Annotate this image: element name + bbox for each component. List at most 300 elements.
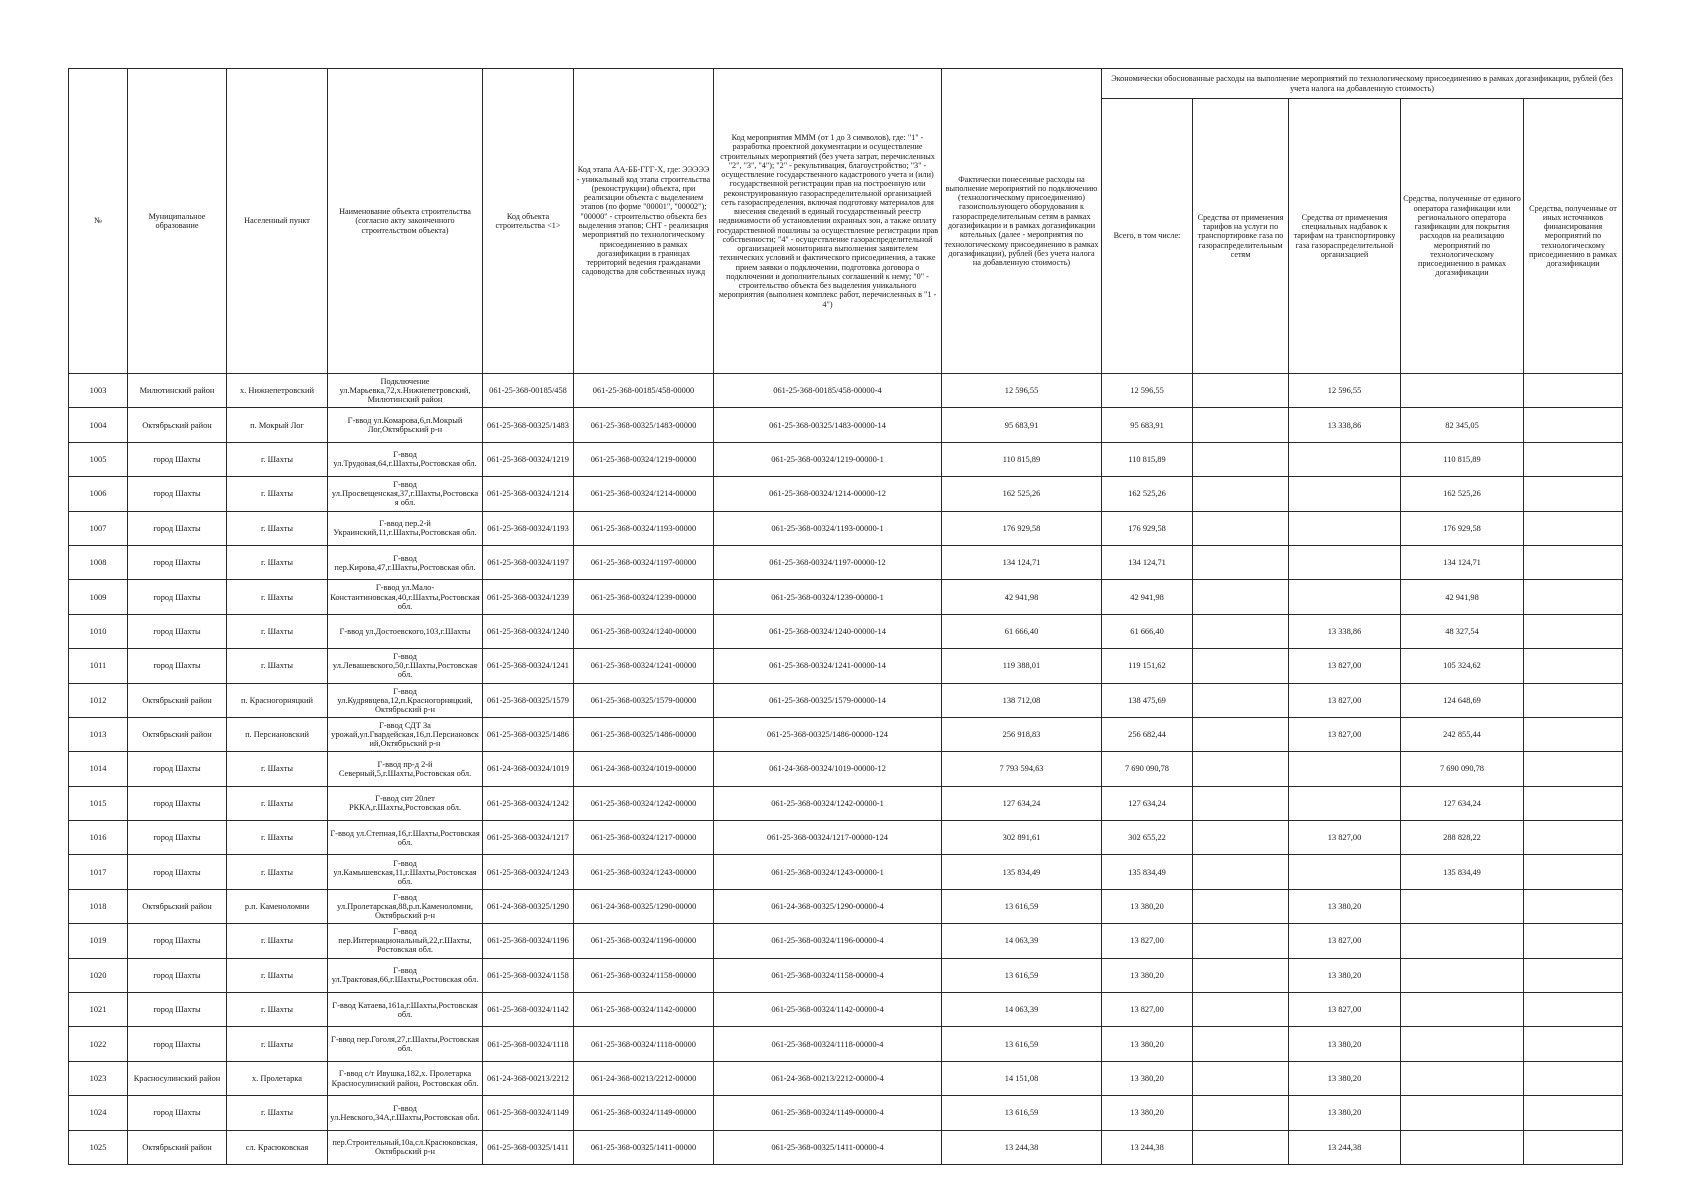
row-other-funds: [1524, 477, 1623, 511]
row-tariff-funds: [1193, 1096, 1289, 1130]
row-other-funds: [1524, 821, 1623, 855]
row-actual-costs: 61 666,40: [942, 614, 1102, 648]
row-total: 61 666,40: [1102, 614, 1193, 648]
row-settlement: г. Шахты: [227, 855, 328, 889]
row-actual-costs: 7 793 594,63: [942, 752, 1102, 786]
row-settlement: г. Шахты: [227, 993, 328, 1027]
row-stage-code: 061-25-368-00325/1411-00000: [574, 1130, 714, 1164]
row-settlement: г. Шахты: [227, 924, 328, 958]
table-row: [69, 993, 1623, 1027]
table-row: [69, 1061, 1623, 1095]
row-number: 1013: [69, 717, 128, 751]
row-total: 162 525,26: [1102, 477, 1193, 511]
header-stage-code: Код этапа АА-ББ-ГГГ-Х, где: ЭЭЭЭЭ - уникальный код этапа строительства (реконструкции) объекта, при реализации объекта с выделением этапов (по форме "00001", "00002"); "00000" - строительство объекта без выделения этапов; СНТ - реализация мероприятий по технологическому присоединению в рамках догазификации в границах территорий ведения гражданами садоводства для собственных нужд: [574, 69, 714, 374]
row-tariff-funds: [1193, 1027, 1289, 1061]
row-markup-funds: [1289, 752, 1401, 786]
row-operator-funds: [1401, 924, 1524, 958]
row-object-name: Г-ввод ул.Комарова,6,п.Мокрый Лог,Октябрьский р-н: [328, 408, 483, 442]
row-actual-costs: 13 616,59: [942, 958, 1102, 992]
row-number: 1024: [69, 1096, 128, 1130]
row-markup-funds: 13 380,20: [1289, 889, 1401, 923]
row-operator-funds: 134 124,71: [1401, 545, 1524, 579]
header-municipality: Муниципальное образование: [128, 69, 227, 374]
row-municipality: Октябрьский район: [128, 408, 227, 442]
row-total: 176 929,58: [1102, 511, 1193, 545]
row-event-code: 061-25-368-00324/1242-00000-1: [714, 786, 942, 820]
row-stage-code: 061-24-368-00324/1019-00000: [574, 752, 714, 786]
row-number: 1012: [69, 683, 128, 717]
table-row: [69, 855, 1623, 889]
table-row: [69, 889, 1623, 923]
row-object-name: Подключение ул.Марьевка,72,х.Нижнепетровский, Милютинский район: [328, 374, 483, 408]
row-stage-code: 061-25-368-00324/1242-00000: [574, 786, 714, 820]
row-operator-funds: 105 324,62: [1401, 649, 1524, 683]
row-tariff-funds: [1193, 752, 1289, 786]
row-total: 256 682,44: [1102, 717, 1193, 751]
row-object-name: Г-ввод ул.Пролетарская,88,р.п.Каменоломни, Октябрьский р-н: [328, 889, 483, 923]
row-settlement: п. Персиановский: [227, 717, 328, 751]
row-municipality: Милютинский район: [128, 374, 227, 408]
row-markup-funds: [1289, 855, 1401, 889]
row-object-name: Г-ввод снт 20лет РККА,г.Шахты,Ростовская обл.: [328, 786, 483, 820]
row-actual-costs: 302 891,61: [942, 821, 1102, 855]
row-municipality: город Шахты: [128, 786, 227, 820]
row-total: 13 827,00: [1102, 924, 1193, 958]
row-markup-funds: [1289, 442, 1401, 476]
row-object-name: Г-ввод ул.Достоевского,103,г.Шахты: [328, 614, 483, 648]
row-other-funds: [1524, 1027, 1623, 1061]
row-operator-funds: [1401, 1130, 1524, 1164]
row-municipality: город Шахты: [128, 614, 227, 648]
row-other-funds: [1524, 442, 1623, 476]
row-operator-funds: 135 834,49: [1401, 855, 1524, 889]
table-row: [69, 545, 1623, 579]
row-actual-costs: 12 596,55: [942, 374, 1102, 408]
row-object-code: 061-25-368-00324/1149: [483, 1096, 574, 1130]
row-number: 1004: [69, 408, 128, 442]
row-operator-funds: 7 690 090,78: [1401, 752, 1524, 786]
row-operator-funds: 48 327,54: [1401, 614, 1524, 648]
table-row: [69, 924, 1623, 958]
row-actual-costs: 95 683,91: [942, 408, 1102, 442]
row-settlement: г. Шахты: [227, 511, 328, 545]
row-actual-costs: 119 388,01: [942, 649, 1102, 683]
row-other-funds: [1524, 614, 1623, 648]
table-header: [69, 69, 1623, 374]
row-other-funds: [1524, 1130, 1623, 1164]
row-number: 1022: [69, 1027, 128, 1061]
row-markup-funds: 13 827,00: [1289, 683, 1401, 717]
row-municipality: город Шахты: [128, 511, 227, 545]
row-object-name: Г-ввод ул.Трактовая,66,г.Шахты,Ростовская обл.: [328, 958, 483, 992]
row-other-funds: [1524, 993, 1623, 1027]
row-other-funds: [1524, 1096, 1623, 1130]
row-object-code: 061-25-368-00324/1242: [483, 786, 574, 820]
row-municipality: город Шахты: [128, 855, 227, 889]
row-other-funds: [1524, 649, 1623, 683]
row-stage-code: 061-25-368-00324/1197-00000: [574, 545, 714, 579]
row-stage-code: 061-25-368-00324/1158-00000: [574, 958, 714, 992]
table-row: [69, 1096, 1623, 1130]
row-stage-code: 061-25-368-00324/1193-00000: [574, 511, 714, 545]
row-total: 135 834,49: [1102, 855, 1193, 889]
row-total: 95 683,91: [1102, 408, 1193, 442]
row-number: 1018: [69, 889, 128, 923]
row-tariff-funds: [1193, 511, 1289, 545]
row-number: 1014: [69, 752, 128, 786]
row-settlement: х. Пролетарка: [227, 1061, 328, 1095]
row-operator-funds: [1401, 1027, 1524, 1061]
row-stage-code: 061-25-368-00325/1483-00000: [574, 408, 714, 442]
row-operator-funds: 110 815,89: [1401, 442, 1524, 476]
row-settlement: г. Шахты: [227, 580, 328, 614]
row-object-code: 061-25-368-00324/1219: [483, 442, 574, 476]
row-event-code: 061-25-368-00325/1579-00000-14: [714, 683, 942, 717]
row-event-code: 061-25-368-00324/1214-00000-12: [714, 477, 942, 511]
row-operator-funds: 162 525,26: [1401, 477, 1524, 511]
row-other-funds: [1524, 545, 1623, 579]
table-row: [69, 717, 1623, 751]
row-settlement: г. Шахты: [227, 786, 328, 820]
row-event-code: 061-25-368-00324/1196-00000-4: [714, 924, 942, 958]
row-settlement: п. Красногорняцкий: [227, 683, 328, 717]
table-row: [69, 958, 1623, 992]
row-number: 1011: [69, 649, 128, 683]
row-stage-code: 061-25-368-00324/1214-00000: [574, 477, 714, 511]
row-object-code: 061-25-368-00324/1240: [483, 614, 574, 648]
document-sheet: [68, 68, 1623, 1165]
row-settlement: г. Шахты: [227, 752, 328, 786]
row-tariff-funds: [1193, 855, 1289, 889]
row-object-name: Г-ввод ул.Степная,16,г.Шахты,Ростовская обл.: [328, 821, 483, 855]
row-number: 1005: [69, 442, 128, 476]
row-event-code: 061-25-368-00324/1142-00000-4: [714, 993, 942, 1027]
row-operator-funds: 127 634,24: [1401, 786, 1524, 820]
row-event-code: 061-25-368-00324/1118-00000-4: [714, 1027, 942, 1061]
table-row: [69, 752, 1623, 786]
row-actual-costs: 14 063,39: [942, 924, 1102, 958]
row-total: 13 827,00: [1102, 993, 1193, 1027]
table-row: [69, 821, 1623, 855]
row-object-code: 061-25-368-00324/1239: [483, 580, 574, 614]
row-other-funds: [1524, 786, 1623, 820]
row-operator-funds: [1401, 958, 1524, 992]
row-operator-funds: [1401, 1061, 1524, 1095]
row-number: 1021: [69, 993, 128, 1027]
row-markup-funds: 13 380,20: [1289, 958, 1401, 992]
row-total: 13 244,38: [1102, 1130, 1193, 1164]
row-settlement: г. Шахты: [227, 821, 328, 855]
row-operator-funds: [1401, 1096, 1524, 1130]
row-object-name: Г-ввод пер.Гоголя,27,г.Шахты,Ростовская обл.: [328, 1027, 483, 1061]
row-object-code: 061-25-368-00324/1118: [483, 1027, 574, 1061]
table-row: [69, 1027, 1623, 1061]
row-actual-costs: 256 918,83: [942, 717, 1102, 751]
costs-table: [68, 68, 1623, 1165]
row-object-code: 061-24-368-00324/1019: [483, 752, 574, 786]
row-settlement: г. Шахты: [227, 477, 328, 511]
row-number: 1017: [69, 855, 128, 889]
row-total: 138 475,69: [1102, 683, 1193, 717]
row-number: 1023: [69, 1061, 128, 1095]
row-total: 42 941,98: [1102, 580, 1193, 614]
header-object-name: Наименование объекта строительства (согласно акту законченного строительством объекта): [328, 69, 483, 374]
row-operator-funds: 242 855,44: [1401, 717, 1524, 751]
row-total: 13 380,20: [1102, 1027, 1193, 1061]
row-number: 1025: [69, 1130, 128, 1164]
row-markup-funds: 13 827,00: [1289, 924, 1401, 958]
table-row: [69, 477, 1623, 511]
row-stage-code: 061-25-368-00324/1241-00000: [574, 649, 714, 683]
row-actual-costs: 13 244,38: [942, 1130, 1102, 1164]
header-settlement: Населенный пункт: [227, 69, 328, 374]
row-operator-funds: [1401, 374, 1524, 408]
row-stage-code: 061-25-368-00324/1142-00000: [574, 993, 714, 1027]
row-object-name: Г-ввод с/т Ивушка,182,х. Пролетарка Красносулинский район, Ростовская обл.: [328, 1061, 483, 1095]
row-total: 7 690 090,78: [1102, 752, 1193, 786]
row-markup-funds: 13 827,00: [1289, 649, 1401, 683]
row-object-name: Г-ввод СДТ За урожай,ул.Гвардейская,16,п.Персиановский,Октябрьский р-н: [328, 717, 483, 751]
row-settlement: р.п. Каменоломни: [227, 889, 328, 923]
row-markup-funds: [1289, 545, 1401, 579]
row-markup-funds: 13 827,00: [1289, 717, 1401, 751]
row-number: 1006: [69, 477, 128, 511]
row-object-code: 061-25-368-00324/1193: [483, 511, 574, 545]
row-stage-code: 061-25-368-00324/1240-00000: [574, 614, 714, 648]
row-settlement: г. Шахты: [227, 649, 328, 683]
row-settlement: г. Шахты: [227, 1096, 328, 1130]
row-object-code: 061-25-368-00324/1217: [483, 821, 574, 855]
header-num: №: [69, 69, 128, 374]
row-object-code: 061-25-368-00324/1241: [483, 649, 574, 683]
row-total: 13 380,20: [1102, 1061, 1193, 1095]
table-body: [69, 374, 1623, 1165]
row-municipality: город Шахты: [128, 924, 227, 958]
row-actual-costs: 176 929,58: [942, 511, 1102, 545]
row-tariff-funds: [1193, 889, 1289, 923]
row-actual-costs: 162 525,26: [942, 477, 1102, 511]
row-other-funds: [1524, 924, 1623, 958]
table-row: [69, 1130, 1623, 1164]
row-stage-code: 061-25-368-00324/1239-00000: [574, 580, 714, 614]
row-settlement: г. Шахты: [227, 442, 328, 476]
header-markup-funds: Средства от применения специальных надбавок к тарифам на транспортировку газа газораспределительной организацией: [1289, 99, 1401, 374]
row-object-code: 061-25-368-00324/1214: [483, 477, 574, 511]
row-tariff-funds: [1193, 717, 1289, 751]
row-municipality: город Шахты: [128, 993, 227, 1027]
row-other-funds: [1524, 1061, 1623, 1095]
row-tariff-funds: [1193, 614, 1289, 648]
row-operator-funds: 176 929,58: [1401, 511, 1524, 545]
row-event-code: 061-25-368-00324/1241-00000-14: [714, 649, 942, 683]
row-markup-funds: 13 380,20: [1289, 1061, 1401, 1095]
row-event-code: 061-25-368-00324/1197-00000-12: [714, 545, 942, 579]
row-object-name: Г-ввод ул.Просвещенская,37,г.Шахты,Ростовская обл.: [328, 477, 483, 511]
row-other-funds: [1524, 408, 1623, 442]
row-settlement: г. Шахты: [227, 545, 328, 579]
row-object-code: 061-25-368-00325/1579: [483, 683, 574, 717]
row-object-name: Г-ввод ул.Трудовая,64,г.Шахты,Ростовская обл.: [328, 442, 483, 476]
row-actual-costs: 14 063,39: [942, 993, 1102, 1027]
header-actual-costs: Фактически понесенные расходы на выполнение мероприятий по подключению (технологическому присоединению) газоиспользующего оборудования к газораспределительным сетям в рамках догазификации и в рамках догазификации котельных (далее - мероприятия по технологическому присоединению в рамках догазификации), рублей (без учета налога на добавленную стоимость): [942, 69, 1102, 374]
row-event-code: 061-25-368-00324/1158-00000-4: [714, 958, 942, 992]
row-actual-costs: 13 616,59: [942, 1096, 1102, 1130]
row-operator-funds: [1401, 993, 1524, 1027]
row-municipality: Октябрьский район: [128, 683, 227, 717]
row-object-code: 061-25-368-00324/1243: [483, 855, 574, 889]
header-event-code: Код мероприятия МММ (от 1 до 3 символов), где: "1" - разработка проектной документации и осуществление строительных мероприятий (без учета затрат, перечисленных "2", "3", "4"); "2" - рекультивация, благоустройство; "3" - осуществление государственного кадастрового учета и (или) государственной регистрации прав на построенную или реконструированную газораспределительной организацией сеть газораспределения, включая подготовку материалов для внесения сведений в единый государственный реестр недвижимости об установлении охранных зон, а также оплату государственной пошлины за осуществление регистрации прав собственности; "4" - осуществление газораспределительной организацией мониторинга выполнения заявителем технических условий и фактического присоединения, а также прием заявки о подключении, подготовка договора о подключении и дополнительных соглашений к нему; "0" - строительство объекта без выделения уникального мероприятия (выполнен комплекс работ, перечисленных в "1 - 4"): [714, 69, 942, 374]
row-actual-costs: 134 124,71: [942, 545, 1102, 579]
row-object-name: Г-ввод Катаева,161а,г.Шахты,Ростовская обл.: [328, 993, 483, 1027]
row-markup-funds: 13 380,20: [1289, 1096, 1401, 1130]
row-tariff-funds: [1193, 786, 1289, 820]
row-stage-code: 061-25-368-00325/1486-00000: [574, 717, 714, 751]
row-municipality: город Шахты: [128, 1027, 227, 1061]
row-object-name: Г-ввод ул.Кудрявцева,12,п.Красногорняцкий, Октябрьский р-н: [328, 683, 483, 717]
row-operator-funds: [1401, 889, 1524, 923]
row-municipality: Октябрьский район: [128, 717, 227, 751]
row-stage-code: 061-24-368-00213/2212-00000: [574, 1061, 714, 1095]
row-event-code: 061-24-368-00213/2212-00000-4: [714, 1061, 942, 1095]
row-total: 13 380,20: [1102, 889, 1193, 923]
row-event-code: 061-25-368-00324/1193-00000-1: [714, 511, 942, 545]
table-row: [69, 374, 1623, 408]
row-settlement: г. Шахты: [227, 1027, 328, 1061]
row-municipality: город Шахты: [128, 1096, 227, 1130]
row-object-name: Г-ввод пер.Кирова,47,г.Шахты,Ростовская обл.: [328, 545, 483, 579]
row-markup-funds: 12 596,55: [1289, 374, 1401, 408]
row-number: 1009: [69, 580, 128, 614]
row-other-funds: [1524, 511, 1623, 545]
row-number: 1019: [69, 924, 128, 958]
row-municipality: город Шахты: [128, 821, 227, 855]
row-tariff-funds: [1193, 545, 1289, 579]
row-event-code: 061-25-368-00185/458-00000-4: [714, 374, 942, 408]
row-total: 13 380,20: [1102, 1096, 1193, 1130]
row-total: 119 151,62: [1102, 649, 1193, 683]
row-tariff-funds: [1193, 958, 1289, 992]
table-row: [69, 580, 1623, 614]
row-tariff-funds: [1193, 1130, 1289, 1164]
row-stage-code: 061-25-368-00324/1219-00000: [574, 442, 714, 476]
row-markup-funds: 13 338,86: [1289, 408, 1401, 442]
row-other-funds: [1524, 717, 1623, 751]
row-tariff-funds: [1193, 442, 1289, 476]
row-actual-costs: 110 815,89: [942, 442, 1102, 476]
row-object-name: Г-ввод ул.Камышевская,11,г.Шахты,Ростовская обл.: [328, 855, 483, 889]
header-operator-funds: Средства, полученные от единого оператора газификации или регионального оператора газификации для покрытия расходов на реализацию мероприятий по технологическому присоединению в рамках догазификации: [1401, 99, 1524, 374]
row-municipality: город Шахты: [128, 752, 227, 786]
row-settlement: г. Шахты: [227, 614, 328, 648]
row-municipality: город Шахты: [128, 545, 227, 579]
table-row: [69, 649, 1623, 683]
row-municipality: Октябрьский район: [128, 1130, 227, 1164]
row-municipality: город Шахты: [128, 580, 227, 614]
row-stage-code: 061-25-368-00324/1149-00000: [574, 1096, 714, 1130]
row-markup-funds: 13 827,00: [1289, 821, 1401, 855]
row-object-code: 061-25-368-00325/1486: [483, 717, 574, 751]
row-event-code: 061-25-368-00324/1239-00000-1: [714, 580, 942, 614]
header-object-code: Код объекта строительства <1>: [483, 69, 574, 374]
row-object-code: 061-25-368-00185/458: [483, 374, 574, 408]
row-other-funds: [1524, 683, 1623, 717]
row-municipality: Красносулинский район: [128, 1061, 227, 1095]
row-other-funds: [1524, 889, 1623, 923]
row-stage-code: 061-25-368-00185/458-00000: [574, 374, 714, 408]
row-event-code: 061-24-368-00325/1290-00000-4: [714, 889, 942, 923]
row-markup-funds: 13 380,20: [1289, 1027, 1401, 1061]
row-stage-code: 061-25-368-00324/1196-00000: [574, 924, 714, 958]
table-row: [69, 442, 1623, 476]
row-event-code: 061-25-368-00325/1483-00000-14: [714, 408, 942, 442]
row-event-code: 061-25-368-00324/1217-00000-124: [714, 821, 942, 855]
row-settlement: г. Шахты: [227, 958, 328, 992]
row-event-code: 061-25-368-00324/1240-00000-14: [714, 614, 942, 648]
row-event-code: 061-24-368-00324/1019-00000-12: [714, 752, 942, 786]
row-municipality: город Шахты: [128, 958, 227, 992]
row-object-code: 061-25-368-00324/1196: [483, 924, 574, 958]
table-row: [69, 614, 1623, 648]
row-tariff-funds: [1193, 580, 1289, 614]
row-tariff-funds: [1193, 408, 1289, 442]
row-operator-funds: 82 345,05: [1401, 408, 1524, 442]
row-number: 1008: [69, 545, 128, 579]
row-actual-costs: 135 834,49: [942, 855, 1102, 889]
row-tariff-funds: [1193, 993, 1289, 1027]
row-object-code: 061-25-368-00325/1483: [483, 408, 574, 442]
row-object-name: Г-ввод пер.2-й Украинский,11,г.Шахты,Ростовская обл.: [328, 511, 483, 545]
row-other-funds: [1524, 580, 1623, 614]
row-object-code: 061-25-368-00325/1411: [483, 1130, 574, 1164]
row-other-funds: [1524, 374, 1623, 408]
row-number: 1003: [69, 374, 128, 408]
row-event-code: 061-25-368-00325/1486-00000-124: [714, 717, 942, 751]
row-tariff-funds: [1193, 374, 1289, 408]
row-actual-costs: 13 616,59: [942, 889, 1102, 923]
row-markup-funds: [1289, 786, 1401, 820]
row-object-code: 061-25-368-00324/1197: [483, 545, 574, 579]
row-actual-costs: 14 151,08: [942, 1061, 1102, 1095]
row-total: 110 815,89: [1102, 442, 1193, 476]
row-number: 1010: [69, 614, 128, 648]
row-tariff-funds: [1193, 1061, 1289, 1095]
row-stage-code: 061-25-368-00325/1579-00000: [574, 683, 714, 717]
row-object-name: Г-ввод ул.Левашевского,50,г.Шахты,Ростовская обл.: [328, 649, 483, 683]
row-total: 12 596,55: [1102, 374, 1193, 408]
row-event-code: 061-25-368-00324/1243-00000-1: [714, 855, 942, 889]
row-tariff-funds: [1193, 477, 1289, 511]
row-markup-funds: 13 827,00: [1289, 993, 1401, 1027]
row-operator-funds: 42 941,98: [1401, 580, 1524, 614]
row-event-code: 061-25-368-00325/1411-00000-4: [714, 1130, 942, 1164]
row-stage-code: 061-25-368-00324/1118-00000: [574, 1027, 714, 1061]
row-actual-costs: 127 634,24: [942, 786, 1102, 820]
row-number: 1015: [69, 786, 128, 820]
table-row: [69, 786, 1623, 820]
row-object-code: 061-24-368-00213/2212: [483, 1061, 574, 1095]
header-total: Всего, в том числе:: [1102, 99, 1193, 374]
row-tariff-funds: [1193, 649, 1289, 683]
row-object-name: пер.Строительный,10а,сл.Красюковская,Октябрьский р-н: [328, 1130, 483, 1164]
row-municipality: город Шахты: [128, 477, 227, 511]
row-event-code: 061-25-368-00324/1149-00000-4: [714, 1096, 942, 1130]
row-stage-code: 061-24-368-00325/1290-00000: [574, 889, 714, 923]
row-other-funds: [1524, 752, 1623, 786]
row-other-funds: [1524, 958, 1623, 992]
row-municipality: Октябрьский район: [128, 889, 227, 923]
row-actual-costs: 42 941,98: [942, 580, 1102, 614]
row-total: 134 124,71: [1102, 545, 1193, 579]
